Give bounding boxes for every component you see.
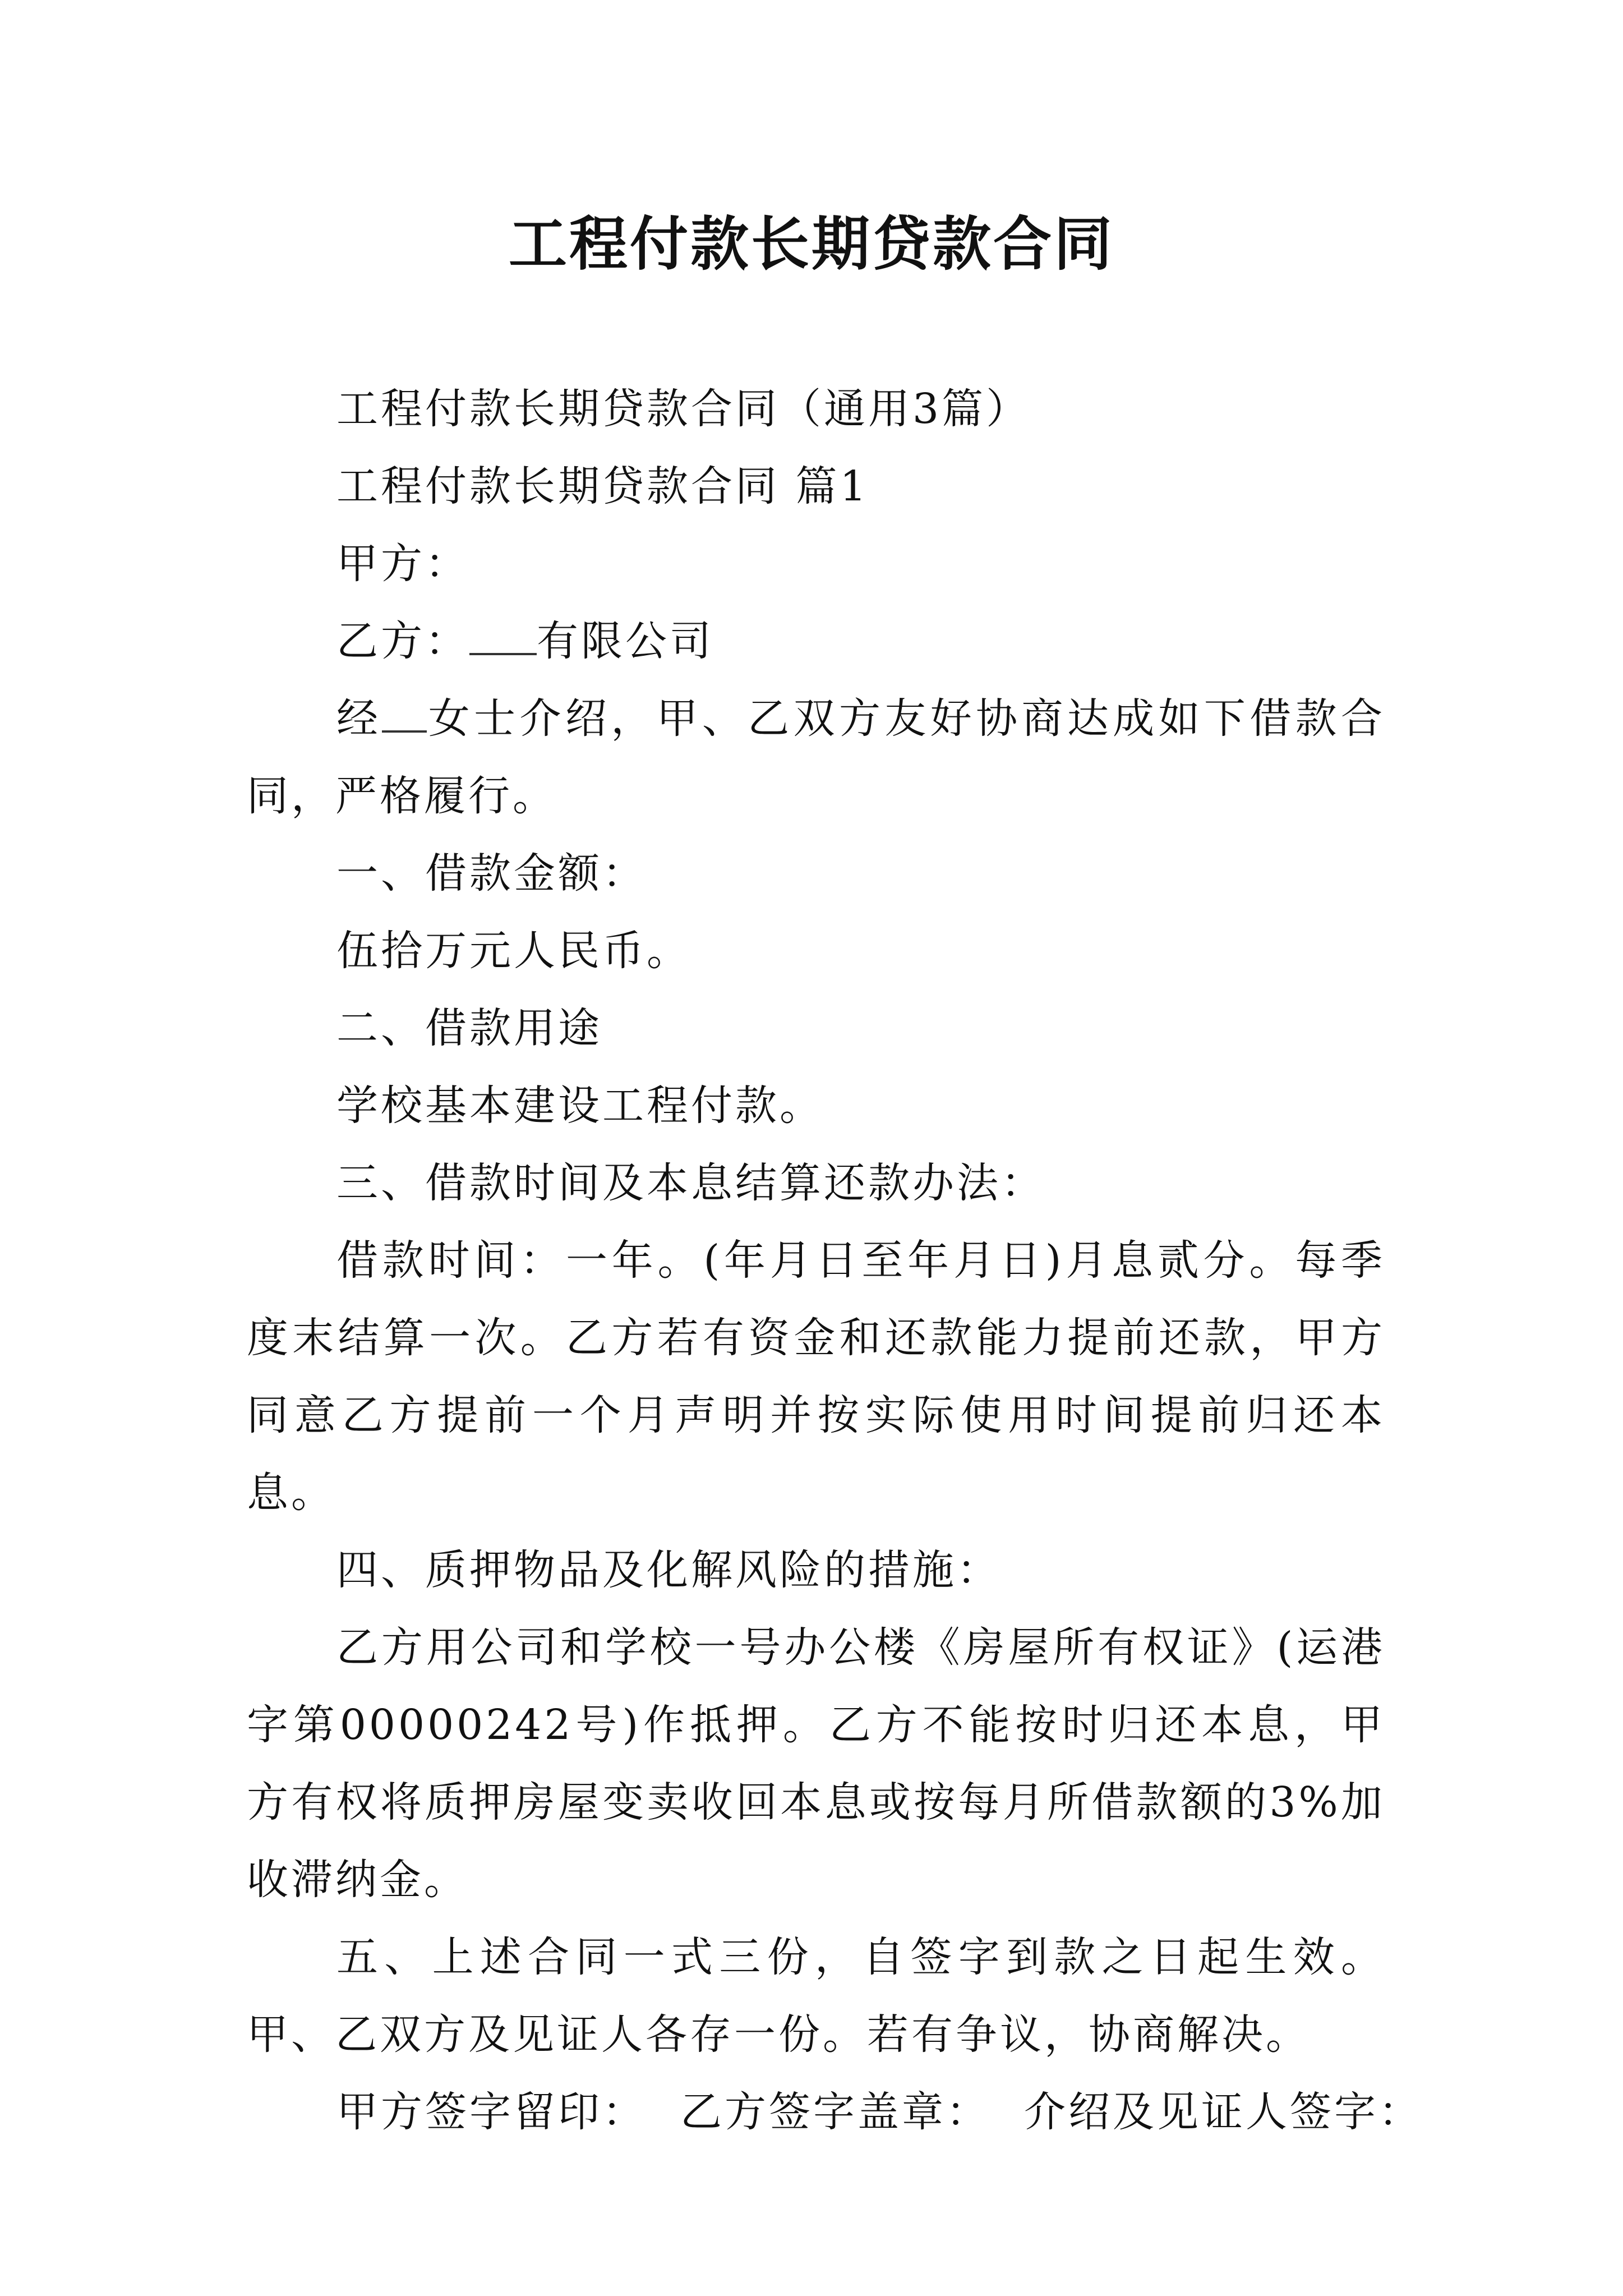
witness-signature-label: 介绍及见证人签字：	[1024, 2088, 1423, 2136]
party-b-signature-label: 乙方签字盖章：	[680, 2088, 990, 2136]
document-title: 工程付款长期贷款合同	[508, 209, 1114, 278]
party-a-line: 甲方：	[336, 540, 469, 588]
party-b-suffix: 有限公司	[537, 617, 714, 665]
introducer-blank	[382, 691, 427, 733]
item4-text: 乙方用公司和学校一号办公楼《房屋所有权证》(运港字第00000242号)作抵押。乙方不能按时归还本息，甲方有权将质押房屋变卖收回本息或按每月所借款额的3%加收滞纳金。	[247, 1623, 1385, 1904]
item1-heading: 一、借款金额：	[336, 849, 647, 898]
subtitle: 工程付款长期贷款合同（通用3篇）	[336, 385, 1031, 433]
item3-heading: 三、借款时间及本息结算还款办法：	[336, 1159, 1045, 1207]
item2-heading: 二、借款用途	[336, 1004, 602, 1052]
item4-heading: 四、质押物品及化解风险的措施：	[336, 1546, 1001, 1594]
party-a-signature-label: 甲方签字留印：	[336, 2088, 647, 2136]
intro-suffix: 女士介绍，甲、乙双方友好协商达成如下借款合同，严格履行。	[247, 694, 1386, 820]
item1-text: 伍拾万元人民币。	[336, 927, 691, 975]
intro-paragraph	[247, 680, 1385, 835]
intro-prefix: 经	[336, 694, 382, 743]
party-b-blank	[469, 614, 537, 655]
item3-text: 借款时间：一年。(年月日至年月日)月息贰分。每季度末结算一次。乙方若有资金和还款能力提前还款，甲方同意乙方提前一个月声明并按实际使用时间提前归还本息。	[247, 1236, 1385, 1517]
item2-text: 学校基本建设工程付款。	[336, 1082, 824, 1130]
section-heading: 工程付款长期贷款合同 篇1	[336, 462, 869, 510]
party-b-prefix: 乙方：	[336, 617, 469, 665]
party-b-line	[247, 602, 1385, 680]
item5-text: 五、上述合同一式三份，自签字到款之日起生效。甲、乙双方及见证人各存一份。若有争议，协商解决。	[247, 1933, 1385, 2059]
document-body	[247, 370, 1423, 2151]
signature-row	[247, 2073, 1423, 2151]
